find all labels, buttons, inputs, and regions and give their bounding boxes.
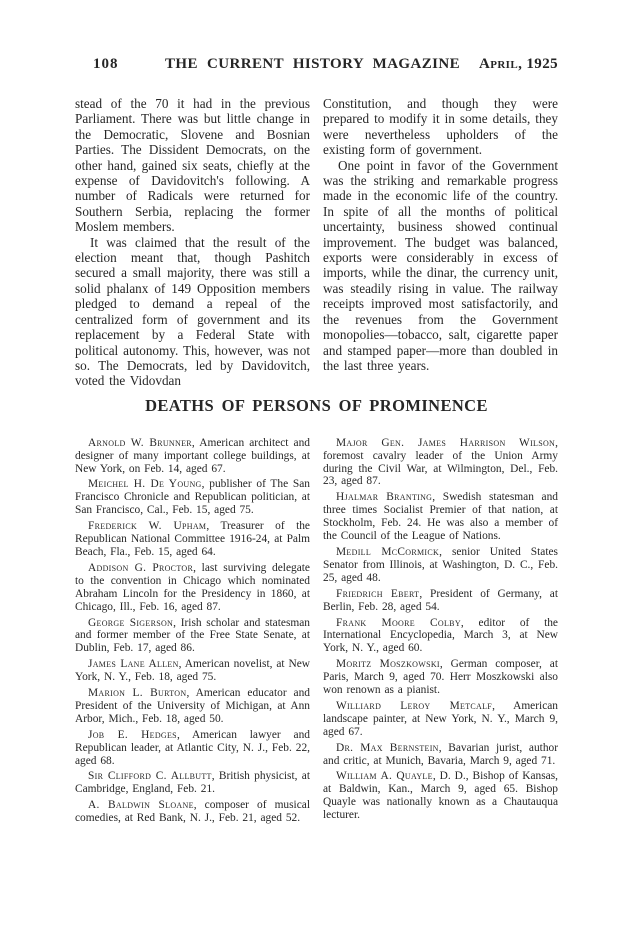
obituary-text: , foremost cavalry leader of the Union Army during the Civil War, at Wilmington, Del., Feb. 23, aged 87. bbox=[323, 436, 558, 488]
obituary-entry bbox=[75, 478, 310, 517]
obituary-entry bbox=[75, 562, 310, 614]
obituary-text: , President of Germany, at Berlin, Feb. 28, aged 54. bbox=[323, 587, 558, 613]
deceased-name: Williard Leroy Metcalf bbox=[336, 699, 493, 712]
deceased-name: Meichel H. De Young bbox=[88, 478, 202, 491]
deceased-name: Major Gen. James Harrison Wilson bbox=[336, 436, 556, 449]
deceased-name: Job E. Hedges bbox=[88, 728, 177, 741]
deceased-name: A. Baldwin Sloane bbox=[88, 799, 194, 812]
article-paragraph: It was claimed that the result of the election meant that, though Pashitch secured a small majority, there was still a solid phalanx of 149 Opposition members pledged to demand a repeal of the centralized form of government and its replacement by a Federal State with political autonomy. This, however, was not so. The Democrats, led by Davidovitch, voted the Vidovdan bbox=[75, 234, 310, 389]
obituary-entry bbox=[323, 700, 558, 739]
deceased-name: Arnold W. Brunner bbox=[88, 436, 192, 449]
obituary-text: , composer of musical comedies, at Red Bank, N. J., Feb. 21, aged 52. bbox=[75, 799, 310, 825]
obituary-text: , American novelist, at New York, N. Y., Feb. 18, aged 75. bbox=[75, 658, 310, 684]
obituary-text: , Bavarian jurist, author and critic, at Munich, Bavaria, March 9, aged 71. bbox=[323, 741, 558, 767]
obituary-text: , American landscape painter, at New York, N. Y., March 9, aged 67. bbox=[323, 699, 558, 738]
obituary-entry bbox=[323, 437, 558, 489]
article-paragraph: One point in favor of the Government was the striking and remarkable progress made in the economic life of the country. In spite of all the months of political uncertainty, business showed continual improvement. The budget was balanced, exports were considerably in excess of imports, while the dinar, the currency unit, was steadily rising in value. The railway receipts improved most satisfactorily, and the revenues from the Government monopolies—tobacco, salt, cigarette paper and stamped paper—more than doubled in the last three years. bbox=[323, 157, 558, 373]
deceased-name: Addison G. Proctor bbox=[88, 561, 194, 574]
deceased-name: Dr. Max Bernstein bbox=[336, 741, 439, 754]
obituary-text: , American architect and designer of many important college buildings, at New York, on Feb. 14, aged 67. bbox=[75, 436, 310, 475]
obituary-entry bbox=[75, 770, 310, 796]
deaths-section-title: DEATHS OF PERSONS OF PROMINENCE bbox=[145, 395, 488, 415]
deceased-name: Hjalmar Branting bbox=[336, 491, 433, 504]
article-paragraph: stead of the 70 it had in the previous Parliament. There was but little change in the Democratic, Slovene and Bosnian Parties. The Dissident Democrats, on the other hand, gained six seats, chiefly at the expense of Davidovitch's following. A number of Radicals were returned for Southern Serbia, replacing the former Moslem members. bbox=[75, 96, 310, 235]
deceased-name: Marion L. Burton bbox=[88, 687, 187, 700]
deceased-name: Friedrich Ebert bbox=[336, 587, 420, 600]
deceased-name: Moritz Moszkowski bbox=[336, 658, 440, 671]
article-paragraph: Constitution, and though they were prepared to modify it in some details, they were nevertheless upholders of the existing form of government. bbox=[323, 96, 558, 158]
article-columns bbox=[75, 96, 558, 389]
deceased-name: Frank Moore Colby bbox=[336, 616, 461, 629]
article-right-column bbox=[323, 96, 558, 389]
obituary-text: , editor of the International Encyclopedia, March 3, at New York, N. Y., aged 60. bbox=[323, 616, 558, 655]
obituary-entry bbox=[323, 491, 558, 543]
issue-date: April, 1925 bbox=[478, 56, 558, 72]
deceased-name: Sir Clifford C. Allbutt bbox=[88, 770, 212, 783]
obituary-entry bbox=[323, 588, 558, 614]
article-left-column bbox=[75, 96, 310, 389]
obituary-entry bbox=[75, 658, 310, 684]
magazine-title: THE CURRENT HISTORY MAGAZINE bbox=[164, 56, 461, 72]
deaths-right-column bbox=[323, 437, 558, 828]
deceased-name: Frederick W. Upham bbox=[88, 520, 207, 533]
obituary-entry bbox=[75, 799, 310, 825]
obituary-entry bbox=[75, 729, 310, 768]
obituary-entry bbox=[323, 617, 558, 656]
obituary-text: , D. D., Bishop of Kansas, at Baldwin, Kan., March 9, aged 65. Bishop Quayle was nationally known as a Chautauqua lecturer. bbox=[323, 770, 558, 822]
obituary-entry bbox=[75, 687, 310, 726]
obituary-text: , Swedish statesman and three times Socialist Premier of that nation, at Stockholm, Feb. 24. He was also a member of the Council of the League of Nations. bbox=[323, 491, 558, 543]
obituary-text: , Irish scholar and statesman and former member of the Free State Senate, at Dublin, Feb. 17, aged 86. bbox=[75, 616, 310, 655]
obituary-entry bbox=[323, 742, 558, 768]
obituary-text: , German composer, at Paris, March 9, aged 70. Herr Moszkowski also won renown as a pianist. bbox=[323, 658, 558, 697]
obituary-text: , senior United States Senator from Illinois, at Washington, D. C., Feb. 25, aged 48. bbox=[323, 545, 558, 584]
deceased-name: James Lane Allen bbox=[88, 658, 179, 671]
deaths-left-column bbox=[75, 437, 310, 828]
page-number: 108 bbox=[93, 56, 119, 72]
obituary-text: , American lawyer and Republican leader, at Atlantic City, N. J., Feb. 22, aged 68. bbox=[75, 728, 311, 767]
obituary-text: , American educator and President of the University of Michigan, at Ann Arbor, Mich., Feb. 18, aged 50. bbox=[75, 687, 311, 725]
obituary-entry bbox=[323, 546, 558, 585]
deaths-columns bbox=[75, 437, 558, 828]
page-header bbox=[75, 56, 558, 73]
obituary-entry bbox=[75, 520, 310, 559]
obituary-entry bbox=[323, 658, 558, 697]
deceased-name: George Sigerson bbox=[88, 616, 174, 629]
obituary-text: , publisher of The San Francisco Chronicle and Republican politician, at San Francisco, Cal., Feb. 15, aged 75. bbox=[75, 478, 310, 517]
obituary-entry bbox=[75, 437, 310, 476]
obituary-text: , Treasurer of the Republican National Committee 1916-24, at Palm Beach, Fla., Feb. 15, aged 64. bbox=[75, 520, 310, 558]
deceased-name: William A. Quayle bbox=[336, 770, 433, 783]
obituary-text: , last surviving delegate to the convention in Chicago which nominated Abraham Lincoln for the Presidency in 1860, at Chicago, Ill., Feb. 16, aged 87. bbox=[75, 561, 310, 613]
obituary-entry bbox=[323, 770, 558, 822]
obituary-text: , British physicist, at Cambridge, England, Feb. 21. bbox=[75, 770, 310, 796]
obituary-entry bbox=[75, 617, 310, 656]
deceased-name: Medill McCormick bbox=[336, 545, 440, 558]
